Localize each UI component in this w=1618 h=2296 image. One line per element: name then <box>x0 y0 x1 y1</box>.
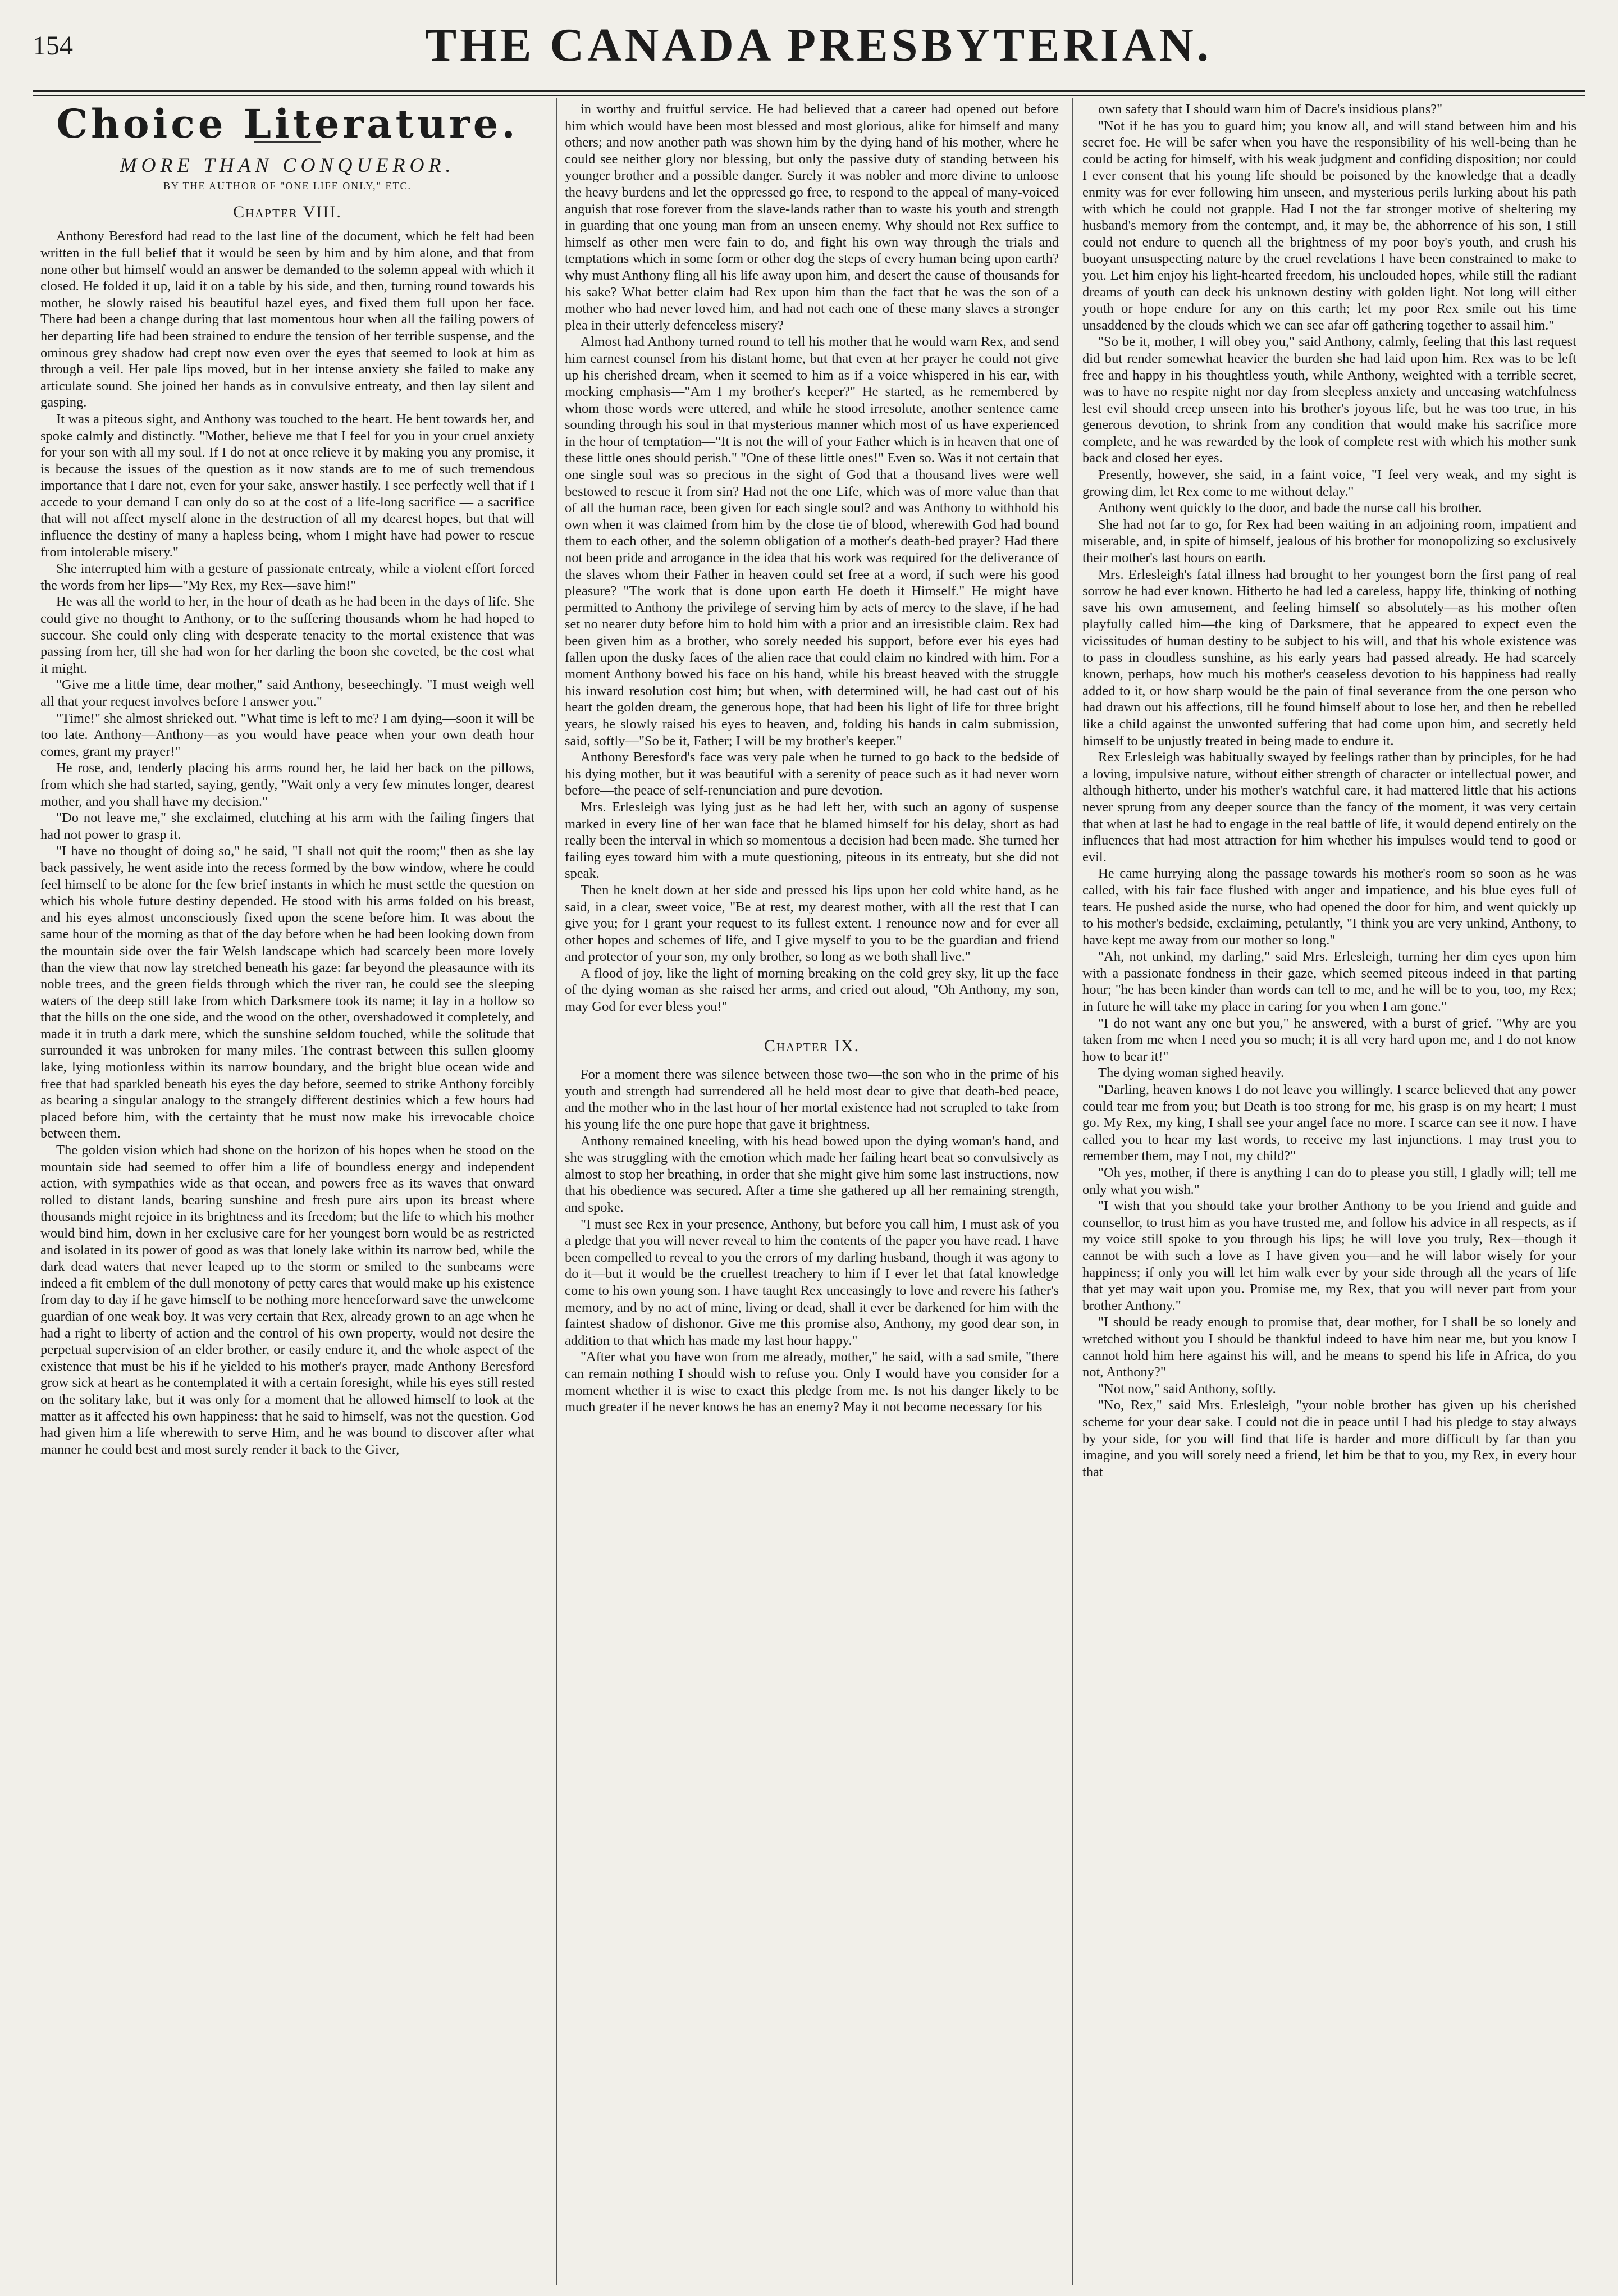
paragraph: "Do not leave me," she exclaimed, clutching at his arm with the failing fingers that had not power to grasp it. <box>40 810 534 842</box>
paragraph: She had not far to go, for Rex had been waiting in an adjoining room, impatient and miserable, and, in spite of himself, jealous of his brother for monopolizing so exclusively their mother's last hours on earth. <box>1082 517 1576 566</box>
paragraph: Almost had Anthony turned round to tell his mother that he would warn Rex, and send him earnest counsel from his distant home, but that even at her prayer he could not give up his cherished dream, when it seemed to him as if a voice whispered in his ear, with mocking emphasis—"Am I my brother's keeper?" He started, as he remembered by whom those words were uttered, and while he stood irresolute, another sentence came sounding through his soul in that mysterious manner which most of us have experienced in the hour of temptation—"It is not the will of your Father which is in heaven that one of these little ones should perish." "One of these little ones!" Even so. Was it not certain that one single soul was so precious in the sight of God that a thousand lives were well bestowed to rescue it from sin? Had not the one Life, which was of more value than that of all the human race, been given for each single soul? and was Anthony to withhold his own when it was claimed from him by the close tie of blood, wherewith God had bound them to each other, and the solemn obligation of a mother's death-bed prayer? Had there not been pride and arrogance in the idea that his work was required for the deliverance of the slaves whom their Father in heaven could set free at a word, if such were his good pleasure? "The work that is done upon earth He doeth it Himself." He might have permitted to Anthony the privilege of serving him by acts of mercy to the slave, if he had set no nearer duty before him to hold him with a prior and an irresistible claim. Rex had been given him as a brother, who sorely needed his support, before ever his eyes had fallen upon the dusky faces of the alien race that could claim no kindred with him. For a moment Anthony bowed his face on his hand, while his breast heaved with the struggle his inward resolution cost him; but when, with determined will, he had cast out of his heart the golden dream, the generous hope, that had been his light of life for three bright years, he slowly raised his eyes to heaven, and, folding his hands in calm submission, said, softly—"So be it, Father; I will be my brother's keeper." <box>565 334 1059 748</box>
paragraph: "Ah, not unkind, my darling," said Mrs. Erlesleigh, turning her dim eyes upon him with a passionate fondness in their gaze, which seemed piteous indeed in that parting hour; "he has been kinder than words can tell to me, and he will be to you, too, my Rex; in future he will take my place in caring for you when I am gone." <box>1082 949 1576 1015</box>
paragraph: in worthy and fruitful service. He had believed that a career had opened out before him which would have been most blessed and most glorious, alike for himself and many others; and now another path was shown him by the dying hand of his mother, where he could see neither glory nor blessing, but only the passive duty of standing between his younger brother and a possible danger. Surely it was nobler and more divine to unloose the heavy burdens and let the oppressed go free, to respond to the appeal of many-voiced anguish that rose forever from the slave-lands rather than to waste his youth and strength in guarding that one young man from an unseen enemy. Why should not Rex suffice to himself as other men were fain to do, and fight his own way through the trials and temptations which in some form or other dog the steps of every human being upon earth? why must Anthony fling all his life away upon him, and desert the cause of thousands for his sake? What better claim had Rex upon him than the fact that he was the son of a mother who had never loved him, and had not each one of these many slaves a stronger plea in their utterly defenceless misery? <box>565 102 1059 333</box>
column-separator <box>556 98 557 2285</box>
column-separator <box>1072 98 1073 2285</box>
column-body <box>565 101 1059 1015</box>
paragraph: He rose, and, tenderly placing his arms round her, he laid her back on the pillows, from which she had started, saying, gently, "Wait only a very few minutes longer, dearest mother, and you shall have my decision." <box>40 760 534 809</box>
paragraph: A flood of joy, like the light of morning breaking on the cold grey sky, lit up the face of the dying woman as she raised her arms, and cried out aloud, "Oh Anthony, my son, may God for ever bless you!" <box>565 965 1059 1015</box>
paragraph: "Give me a little time, dear mother," said Anthony, beseechingly. "I must weigh well all that your request involves before I answer you." <box>40 677 534 709</box>
header-rule-thin <box>33 95 1585 96</box>
paragraph: Anthony went quickly to the door, and bade the nurse call his brother. <box>1098 500 1482 516</box>
paragraph: "After what you have won from me already, mother," he said, with a sad smile, "there can remain nothing I should wish to refuse you. Only I would have you consider for a moment whether it is wise to exact this pledge from me. Is not his danger likely to be much greater if he never knows he has an enemy? May it not become necessary for his <box>565 1349 1059 1415</box>
paragraph: The dying woman sighed heavily. <box>1098 1065 1285 1081</box>
column-body <box>40 228 534 1458</box>
masthead: THE CANADA PRESBYTERIAN. <box>425 19 1212 71</box>
paragraph: "Darling, heaven knows I do not leave you willingly. I scarce believed that any power could tear me from you; but Death is too strong for me, his grasp is on my heart; I must go. My Rex, my king, I shall see your angel face no more. I scarce can see it now. I have called you to hear my last words, to receive my last injunctions. I may trust you to remember them, may I not, my child?" <box>1082 1082 1576 1164</box>
paragraph: "Oh yes, mother, if there is anything I can do to please you still, I gladly will; tell me only what you wish." <box>1082 1165 1576 1197</box>
paragraph: Rex Erlesleigh was habitually swayed by feelings rather than by principles, for he had a loving, impulsive nature, without either strength of character or intellectual power, and although hitherto, under his mother's watchful care, it had mattered little that his actions never sprung from any deeper source than the fancy of the moment, it was very certain that when at last he had to engage in the real battle of life, it would depend entirely on the influences that had most attraction for him whether his impulses would tend to good or evil. <box>1082 750 1576 865</box>
paragraph: "I must see Rex in your presence, Anthony, but before you call him, I must ask of you a pledge that you will never reveal to him the contents of the paper you have read. I have been compelled to reveal to you the errors of my darling husband, though it was agony to do it—but it would be the cruellest treachery to him if I ever let that fatal knowledge come to his own young son. I have taught Rex unceasingly to love and revere his father's memory, and by no act of mine, living or dead, shall it ever be darkened for him with the faintest shadow of dishonor. Give me this promise also, Anthony, my good dear son, in addition to that which has made my last hour happy." <box>565 1216 1059 1348</box>
paragraph: own safety that I should warn him of Dacre's insidious plans?" <box>1098 102 1443 117</box>
section-title: Choice Literature. <box>56 101 519 147</box>
paragraph: He was all the world to her, in the hour of death as he had been in the days of life. She could give no thought to Anthony, or to the suffering thousands whom he had hoped to succour. She could only cling with desperate tenacity to the mortal existence that was passing from her, till she had won for her darling the boon she coveted, be the cost what it might. <box>40 594 534 676</box>
paragraph: Anthony Beresford's face was very pale when he turned to go back to the bedside of his dying mother, but it was beautiful with a serenity of peace such as it had never worn before—the peace of self-renunciation and pure devotion. <box>565 750 1059 798</box>
chapter-heading: Chapter VIII. <box>233 202 342 221</box>
chapter-heading: Chapter IX. <box>764 1036 860 1055</box>
paragraph: Mrs. Erlesleigh's fatal illness had brought to her youngest born the first pang of real sorrow he had ever known. Hitherto he had led a careless, happy life, thinking of nothing save his own amusement, and feeling himself so absolutely—as his mother often playfully called him—the king of Darksmere, that he appeared to expect even the vicissitudes of human destiny to be subject to his will, and that his whole existence was to pass in cloudless sunshine, as his early years had passed already. He had scarcely known, perhaps, how much his mother's ceaseless devotion to his happiness had really added to it, or how sharp would be the pain of final severance from the one person who had drawn out his affections, till he found himself about to lose her, and then he rebelled like a child against the unwonted suffering that had come upon him, and secretly held himself to be unjustly treated in being made to endure it. <box>1082 567 1576 748</box>
paragraph: Anthony Beresford had read to the last line of the document, which he felt had been written in the full belief that it would be seen by him and by him alone, and that from none other but himself would an answer be demanded to the solemn appeal with which it closed. He folded it up, laid it on a table by his side, and then, turning round towards his mother, he slowly raised his beautiful hazel eyes, and fixed them full upon her face. There had been a change during that last momentous hour when all the failing powers of her departing life had been strained to endure the tension of her terrible suspense, and the ominous grey shadow had crept now even over the eyes that seemed to look at him as through a veil. Her pale lips moved, but in her intense anxiety she failed to make any articulate sound. She joined her hands as in convulsive entreaty, and then lay silent and gasping. <box>40 229 534 410</box>
paragraph: "No, Rex," said Mrs. Erlesleigh, "your noble brother has given up his cherished scheme for your dear sake. I could not die in peace until I had his pledge to stay always by your side, for you will find that life is harder and more difficult by far than you imagine, and you will sorely need a friend, let him be that to you, my Rex, in every hour that <box>1082 1398 1576 1480</box>
column-body <box>1082 101 1576 1480</box>
paragraph: Mrs. Erlesleigh was lying just as he had left her, with such an agony of suspense marked in every line of her wan face that he blamed himself for his delay, short as had really been the interval in which so momentous a decision had been made. She turned her failing eyes toward him with a mute questioning, piteous in its entreaty, but she did not speak. <box>565 799 1059 882</box>
story-title: MORE THAN CONQUEROR. <box>120 153 455 176</box>
paragraph: She interrupted him with a gesture of passionate entreaty, while a violent effort forced the words from her lips—"My Rex, my Rex—save him!" <box>40 561 534 593</box>
page-number: 154 <box>33 31 73 61</box>
paragraph: He came hurrying along the passage towards his mother's room so soon as he was called, with his fair face flushed with anger and impatience, and his blue eyes full of tears. He pushed aside the nurse, who had opened the door for him, and went quickly up to his mother's bedside, exclaiming, petulantly, "I think you are very unkind, Anthony, to have kept me away from our mother so long." <box>1082 866 1576 948</box>
header-rule <box>33 90 1585 92</box>
column-2 <box>565 101 1059 2280</box>
paragraph: "Not if he has you to guard him; you know all, and will stand between him and his secret foe. He will be safer when you have the responsibility of his well-being than he could be acting for himself, with his weak judgment and confiding disposition; nor could I ever consent that his young life should be poisoned by the knowledge that a deadly enmity was for ever following him unseen, and mysterious perils lurking about his path with which he could not grapple. Had I not the far stronger motive of sheltering my husband's memory from the contempt, and, it may be, the abhorrence of his son, I still could not endure to quench all the brightness of my poor boy's youth, and crush his buoyant unsuspecting nature by the cruel revelations I have been constrained to make to you. Let him enjoy his light-hearted freedom, his unclouded hopes, while still the radiant dreams of youth can deck his unknown destiny with golden light. Not long will either youth or hope endure for any on this earth; let my poor Rex smile out his time unsaddened by the clouds which we can see afar off gathering together to assail him." <box>1082 118 1576 333</box>
paragraph: Anthony remained kneeling, with his head bowed upon the dying woman's hand, and she was struggling with the emotion which made her failing heart beat so convulsively as almost to stop her breathing, in order that she might give him some last instructions, now that his obedience was secured. After a time she gathered up all her remaining strength, and spoke. <box>565 1133 1059 1215</box>
paragraph: "I do not want any one but you," he answered, with a burst of grief. "Why are you taken from me when I need you so much; it is all very hard upon me, and I do not know how to bear it!" <box>1082 1015 1576 1064</box>
paragraph: Then he knelt down at her side and pressed his lips upon her cold white hand, as he said, in a clear, sweet voice, "Be at rest, my dearest mother, with all the rest that I can give you; for I grant your request to its fullest extent. I renounce now and for ever all other hopes and schemes of life, and I give myself to you to be the guardian and friend and protector of your son, my only brother, so long as we both shall live." <box>565 882 1059 965</box>
paragraph: "So be it, mother, I will obey you," said Anthony, calmly, feeling that this last request did but render somewhat heavier the burden she had laid upon him. Rex was to be left free and happy in his thoughtless youth, while Anthony, weighted with a terrible secret, was to have no respite night nor day from sleepless anxiety and unceasing watchfulness lest evil should creep unseen into his brother's joyous life, but he was too true, in his generous devotion, to shrink from any condition that would make his sacrifice more complete, and he was rewarded by the look of complete rest with which his mother sunk back and closed her eyes. <box>1082 334 1576 466</box>
column-3 <box>1082 101 1576 2280</box>
column-1 <box>40 101 534 2280</box>
paragraph: "Not now," said Anthony, softly. <box>1098 1381 1276 1396</box>
paragraph: "I have no thought of doing so," he said, "I shall not quit the room;" then as she lay back passively, he went aside into the recess formed by the bow window, where he could feel himself to be alone for the few brief instants in which he must settle the question on which his whole future destiny depended. He stood with his arms folded on his breast, and his eyes almost unconsciously fixed upon the scene before him. It was about the same hour of the morning as that of the day before when he had been looking down from the mountain side over the fair Welsh landscape which had scarcely been more lovely than the view that now lay stretched beneath his gaze: far beyond the pleasaunce with its noble trees, and the green fields through which the river ran, he could see the sleeping waters of the deep still lake from which Darksmere took its name; it lay in a hollow so that the hills on the one side, and the wood on the other, overshadowed it completely, and made it in truth a dark mere, which the sunshine seldom touched, while the solitude that surrounded it was unbroken for many miles. The contrast between this sullen gloomy lake, lying motionless within its narrow boundary, and the bright blue ocean wide and free that had sparkled beneath his eyes the day before, seemed to strike Anthony forcibly as bearing a singular analogy to the strangely different destinies which a few hours had placed before him, with the certainty that he must now make his irrevocable choice between them. <box>40 843 534 1142</box>
paragraph: For a moment there was silence between those two—the son who in the prime of his youth and strength had surrendered all he held most dear to give that death-bed peace, and the mother who in the last hour of her mortal existence had not scrupled to take from his young life the one pure hope that gave it brightness. <box>565 1067 1059 1133</box>
paragraph: It was a piteous sight, and Anthony was touched to the heart. He bent towards her, and spoke calmly and distinctly. "Mother, believe me that I feel for you in your cruel anxiety for your son with all my soul. If I do not at once relieve it by making you any promise, it is because the issues of the question as it now stands are to me of such tremendous importance that I dare not, even for your sake, answer hastily. I see perfectly well that if I accede to your demand I can only do so at the cost of a life-long sacrifice — a sacrifice that will not affect myself alone in the destruction of all my dearest hopes, but that will influence the destiny of many a hapless being, whom I might have had power to rescue from intolerable misery." <box>40 411 534 560</box>
paragraph: The golden vision which had shone on the horizon of his hopes when he stood on the mountain side had seemed to offer him a life of boundless energy and independent action, with sympathies wide as that ocean, and powers free as its waves that onward rolled to distant lands, bearing sunshine and fresh pure airs upon its breast where thousands might rejoice in its brightness and its freedom; but the life to which his mother would bind him, down in her exclusive care for her youngest born would be as restricted and isolated in its power of good as was that lonely lake within its narrow bed, while the dark dead waters that never leaped up to the storm or smiled to the sunbeams were indeed a fit emblem of the dull monotony of petty cares that would make up his existence from day to day if he gave himself to be nothing more henceforward save the unwelcome guardian of one weak boy. It was very certain that Rex, already grown to an age when he had a right to liberty of action and the control of his own property, would not desire the perpetual supervision of an elder brother, or easily endure it, and the whole aspect of the existence that must be his if he yielded to his mother's prayer, made Anthony Beresford grow sick at heart as he contemplated it with a certain foresight, while his eyes still rested on the solitary lake, but it was only for a moment that he allowed himself to look at the matter as it affected his own happiness: that he said to himself, was not the question. God had given him a life wherewith to serve Him, and he was bound to discover after what manner he could best and most surely render it back to the Giver, <box>40 1143 534 1457</box>
column-body <box>565 1066 1059 1415</box>
paragraph: Presently, however, she said, in a faint voice, "I feel very weak, and my sight is growing dim, let Rex come to me without delay." <box>1082 467 1576 499</box>
paragraph: "I should be ready enough to promise that, dear mother, for I shall be so lonely and wretched without you I should be thankful indeed to have him near me, but you know I cannot hold him here against his will, and he means to spend his life in Africa, do you not, Anthony?" <box>1082 1314 1576 1380</box>
paragraph: "I wish that you should take your brother Anthony to be you friend and guide and counsellor, to trust him as you have trusted me, and follow his advice in all respects, as if my voice still spoke to you through his lips; he will love you truly, Rex—though it cannot be with such a love as I have given you—and he will labor wisely for your happiness; if only you will let him walk ever by your side through all the years of life that yet may wait upon you. Promise me, my Rex, that you will never part from your brother Anthony." <box>1082 1198 1576 1313</box>
paragraph: "Time!" she almost shrieked out. "What time is left to me? I am dying—soon it will be too late. Anthony—Anthony—as you would have peace when your own death hour comes, grant my prayer!" <box>40 710 534 759</box>
page-header <box>33 16 1605 89</box>
story-byline: BY THE AUTHOR OF "ONE LIFE ONLY," ETC. <box>163 180 412 192</box>
